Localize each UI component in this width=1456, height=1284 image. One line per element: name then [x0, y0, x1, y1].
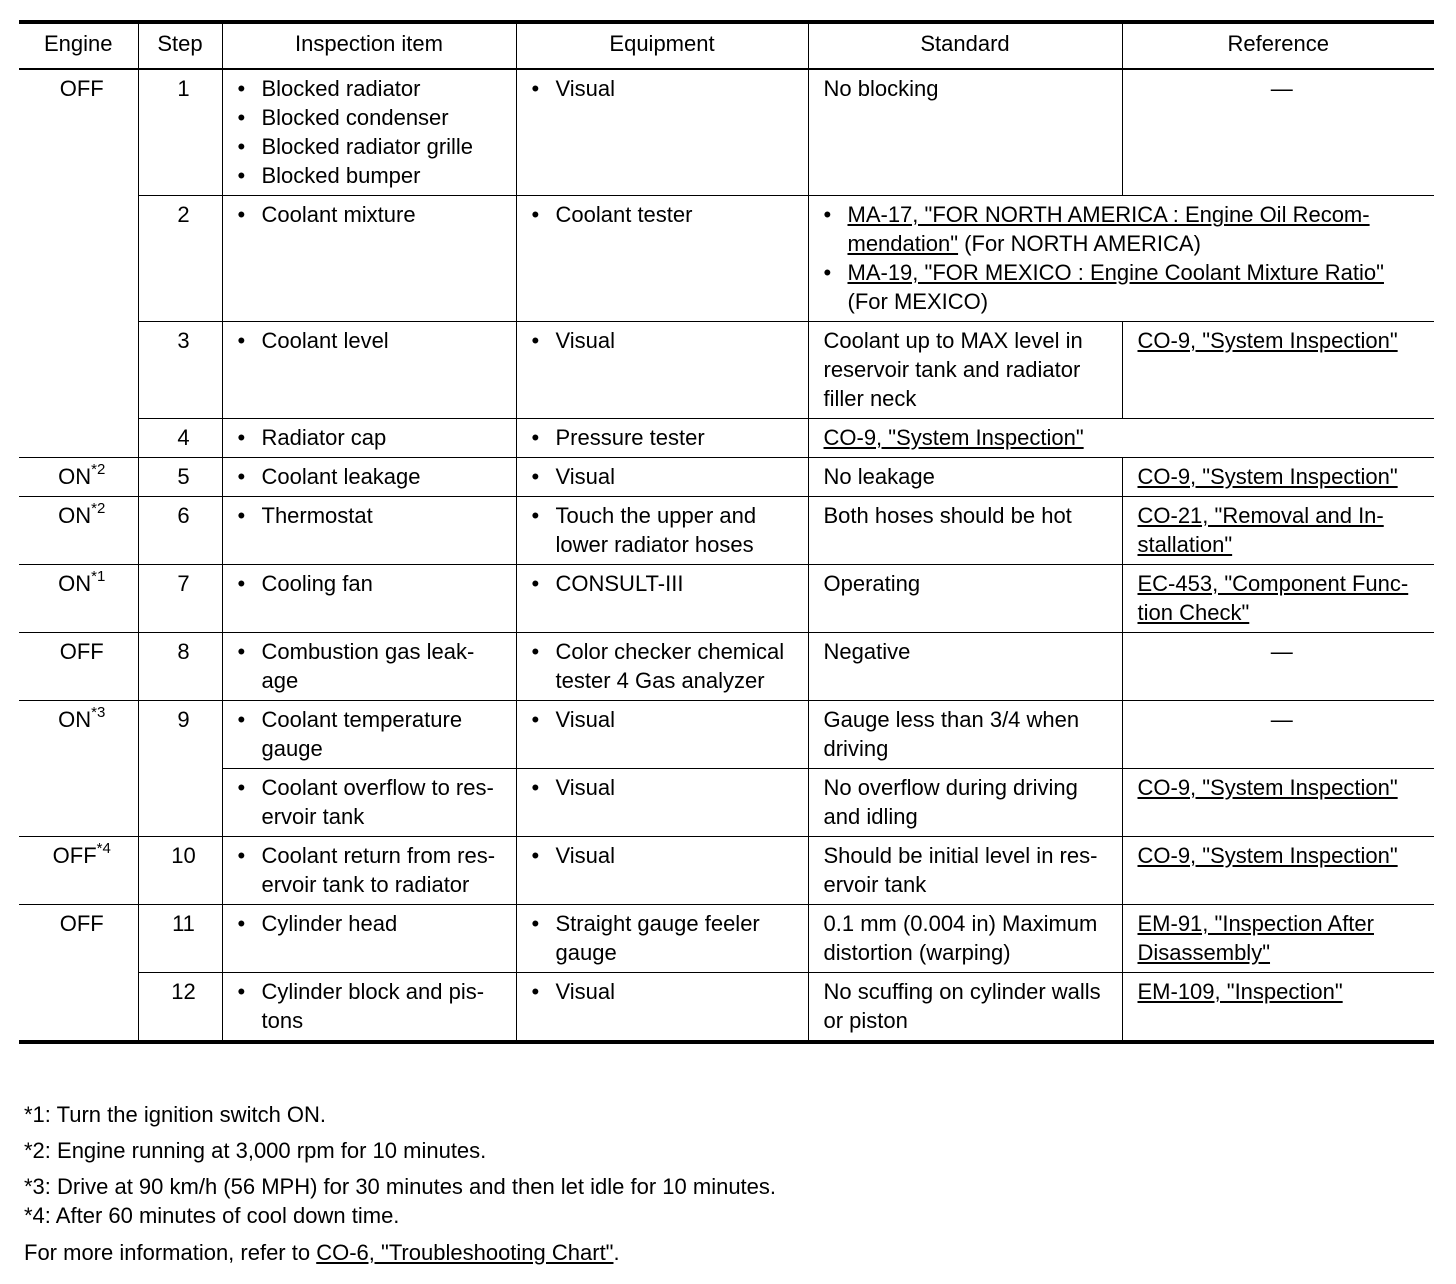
table-row: [19, 769, 1434, 837]
engine-cell: [19, 701, 138, 837]
equipment-cell: [516, 69, 808, 196]
step-cell: 1: [138, 69, 222, 196]
reference-cell: [1122, 458, 1434, 497]
inspection-item-cell: [222, 701, 516, 769]
standard-cell: Negative: [808, 633, 1122, 701]
standard-link[interactable]: CO-9, "System Inspection": [823, 425, 1084, 450]
list-item: • Cylinder head: [238, 909, 508, 938]
step-cell: 8: [138, 633, 222, 701]
table-row: [19, 565, 1434, 633]
inspection-item-cell: [222, 497, 516, 565]
list-item: • Blocked radiator grille: [238, 132, 508, 161]
reference-link[interactable]: CO-9, "System Inspection": [1137, 328, 1398, 353]
table-row: [19, 905, 1434, 973]
header-equipment: Equipment: [516, 22, 808, 69]
reference-cell: [1122, 497, 1434, 565]
equipment-cell: [516, 769, 808, 837]
inspection-item-cell: [222, 905, 516, 973]
list-item: • Coolant return from res-ervoir tank to radiator: [238, 841, 508, 899]
step-cell: 7: [138, 565, 222, 633]
engine-cell: [19, 497, 138, 565]
header-row: [19, 22, 1434, 69]
reference-link[interactable]: EC-453, "Component Func-tion Check": [1137, 571, 1409, 625]
list-item: • Visual: [532, 841, 800, 870]
standard-note: (For NORTH AMERICA): [958, 231, 1201, 256]
footnotes: [24, 1100, 1434, 1267]
standard-cell: Gauge less than 3/4 when driving: [808, 701, 1122, 769]
footnote-marker: *4: [96, 839, 111, 857]
equipment-cell: [516, 837, 808, 905]
list-item: • Coolant temperature gauge: [238, 705, 508, 763]
reference-link[interactable]: CO-9, "System Inspection": [1137, 464, 1398, 489]
standard-cell: Operating: [808, 565, 1122, 633]
step-cell: 12: [138, 973, 222, 1043]
list-item: • Visual: [532, 462, 800, 491]
standard-cell: [808, 196, 1434, 322]
reference-link[interactable]: CO-9, "System Inspection": [1137, 843, 1398, 868]
list-item: • CONSULT-III: [532, 569, 800, 598]
equipment-cell: [516, 973, 808, 1043]
list-item: • Combustion gas leak-age: [238, 637, 508, 695]
list-item: • Coolant mixture: [238, 200, 508, 229]
reference-cell: [1122, 905, 1434, 973]
reference-cell: [1122, 837, 1434, 905]
standard-cell: 0.1 mm (0.004 in) Maximum distortion (warping): [808, 905, 1122, 973]
inspection-item-cell: [222, 196, 516, 322]
equipment-cell: [516, 497, 808, 565]
header-engine: Engine: [19, 22, 138, 69]
inspection-item-cell: [222, 69, 516, 196]
table-row: [19, 973, 1434, 1043]
list-item: • Thermostat: [238, 501, 508, 530]
reference-cell: [1122, 769, 1434, 837]
footnote-marker: *3: [91, 703, 106, 721]
inspection-item-cell: [222, 565, 516, 633]
engine-state: ON: [58, 571, 92, 596]
equipment-cell: [516, 322, 808, 419]
list-item: • Cylinder block and pis-tons: [238, 977, 508, 1035]
equipment-cell: [516, 905, 808, 973]
list-item: • Coolant tester: [532, 200, 800, 229]
more-info-prefix: For more information, refer to: [24, 1240, 317, 1265]
reference-link[interactable]: EM-91, "Inspection After Disassembly": [1137, 911, 1374, 965]
standard-cell: Both hoses should be hot: [808, 497, 1122, 565]
footnote-marker: *2: [91, 499, 106, 517]
standard-cell: [808, 419, 1434, 458]
table-row: [19, 458, 1434, 497]
footnote-marker: *1: [91, 567, 106, 585]
step-cell: 9: [138, 701, 222, 837]
step-cell: 4: [138, 419, 222, 458]
standard-cell: No leakage: [808, 458, 1122, 497]
inspection-table: [19, 20, 1434, 1044]
footnote-3: *3: Drive at 90 km/h (56 MPH) for 30 minutes and then let idle for 10 minutes.: [24, 1174, 777, 1199]
step-cell: 3: [138, 322, 222, 419]
list-item: • Color checker chemical tester 4 Gas analyzer: [532, 637, 800, 695]
standard-cell: No overflow during driving and idling: [808, 769, 1122, 837]
reference-cell: [1122, 322, 1434, 419]
list-item: • Cooling fan: [238, 569, 508, 598]
engine-cell: OFF: [19, 69, 138, 458]
troubleshooting-chart-link[interactable]: CO-6, "Troubleshooting Chart": [316, 1240, 614, 1265]
list-item: • Coolant overflow to res-ervoir tank: [238, 773, 508, 831]
reference-cell: —: [1122, 633, 1434, 701]
table-row: [19, 497, 1434, 565]
equipment-cell: [516, 196, 808, 322]
standard-cell: No blocking: [808, 69, 1122, 196]
link-ma-17[interactable]: MA-17, "FOR NORTH AMERICA : Engine Oil Recom-mendation": [847, 202, 1370, 256]
inspection-item-cell: [222, 419, 516, 458]
list-item: • Coolant level: [238, 326, 508, 355]
engine-cell: OFF: [19, 905, 138, 1043]
link-ma-19[interactable]: MA-19, "FOR MEXICO : Engine Coolant Mixture Ratio": [847, 260, 1384, 285]
reference-cell: [1122, 565, 1434, 633]
standard-cell: Should be initial level in res-ervoir tank: [808, 837, 1122, 905]
more-info-suffix: .: [613, 1240, 620, 1265]
list-item: • Visual: [532, 773, 800, 802]
footnote-1: *1: Turn the ignition switch ON.: [24, 1102, 327, 1127]
list-item: • Blocked condenser: [238, 103, 508, 132]
list-item: • Coolant leakage: [238, 462, 508, 491]
table-row: [19, 69, 1434, 196]
list-item: • Radiator cap: [238, 423, 508, 452]
inspection-item-cell: [222, 769, 516, 837]
step-cell: 11: [138, 905, 222, 973]
step-cell: 2: [138, 196, 222, 322]
inspection-item-cell: [222, 837, 516, 905]
footnote-2: *2: Engine running at 3,000 rpm for 10 minutes.: [24, 1138, 487, 1163]
header-standard: Standard: [808, 22, 1122, 69]
reference-link[interactable]: CO-21, "Removal and In-stallation": [1137, 503, 1384, 557]
reference-cell: —: [1122, 701, 1434, 769]
engine-state: OFF: [52, 843, 97, 868]
table-row: [19, 322, 1434, 419]
table-row: [19, 419, 1434, 458]
table-row: [19, 196, 1434, 322]
engine-cell: [19, 458, 138, 497]
table-row: [19, 837, 1434, 905]
reference-cell: [1122, 973, 1434, 1043]
equipment-cell: [516, 633, 808, 701]
list-item: [824, 258, 1427, 316]
footnote-marker: *2: [91, 460, 106, 478]
engine-cell: [19, 565, 138, 633]
standard-cell: Coolant up to MAX level in reservoir tank and radiator filler neck: [808, 322, 1122, 419]
engine-cell: [19, 837, 138, 905]
engine-state: ON: [58, 503, 92, 528]
inspection-item-cell: [222, 322, 516, 419]
list-item: • Blocked radiator: [238, 74, 508, 103]
table-row: [19, 701, 1434, 769]
standard-cell: No scuffing on cylinder walls or piston: [808, 973, 1122, 1043]
list-item: • Touch the upper and lower radiator hoses: [532, 501, 800, 559]
equipment-cell: [516, 419, 808, 458]
step-cell: 10: [138, 837, 222, 905]
header-reference: Reference: [1122, 22, 1434, 69]
list-item: • Visual: [532, 326, 800, 355]
list-item: • Visual: [532, 977, 800, 1006]
more-info: [24, 1238, 1434, 1267]
table-row: [19, 633, 1434, 701]
list-item: • Straight gauge feeler gauge: [532, 909, 800, 967]
engine-state: ON: [58, 464, 92, 489]
footnote-4: *4: After 60 minutes of cool down time.: [24, 1203, 400, 1228]
equipment-cell: [516, 701, 808, 769]
equipment-cell: [516, 565, 808, 633]
list-item: • Pressure tester: [532, 423, 800, 452]
step-cell: 6: [138, 497, 222, 565]
list-item: • Blocked bumper: [238, 161, 508, 190]
list-item: • Visual: [532, 705, 800, 734]
header-inspection-item: Inspection item: [222, 22, 516, 69]
inspection-item-cell: [222, 973, 516, 1043]
inspection-item-cell: [222, 633, 516, 701]
equipment-cell: [516, 458, 808, 497]
reference-link[interactable]: CO-9, "System Inspection": [1137, 775, 1398, 800]
engine-state: ON: [58, 707, 92, 732]
inspection-item-cell: [222, 458, 516, 497]
reference-link[interactable]: EM-109, "Inspection": [1137, 979, 1343, 1004]
header-step: Step: [138, 22, 222, 69]
engine-cell: OFF: [19, 633, 138, 701]
standard-note: (For MEXICO): [847, 289, 989, 314]
step-cell: 5: [138, 458, 222, 497]
reference-cell: —: [1122, 69, 1434, 196]
list-item: [824, 200, 1427, 258]
list-item: • Visual: [532, 74, 800, 103]
